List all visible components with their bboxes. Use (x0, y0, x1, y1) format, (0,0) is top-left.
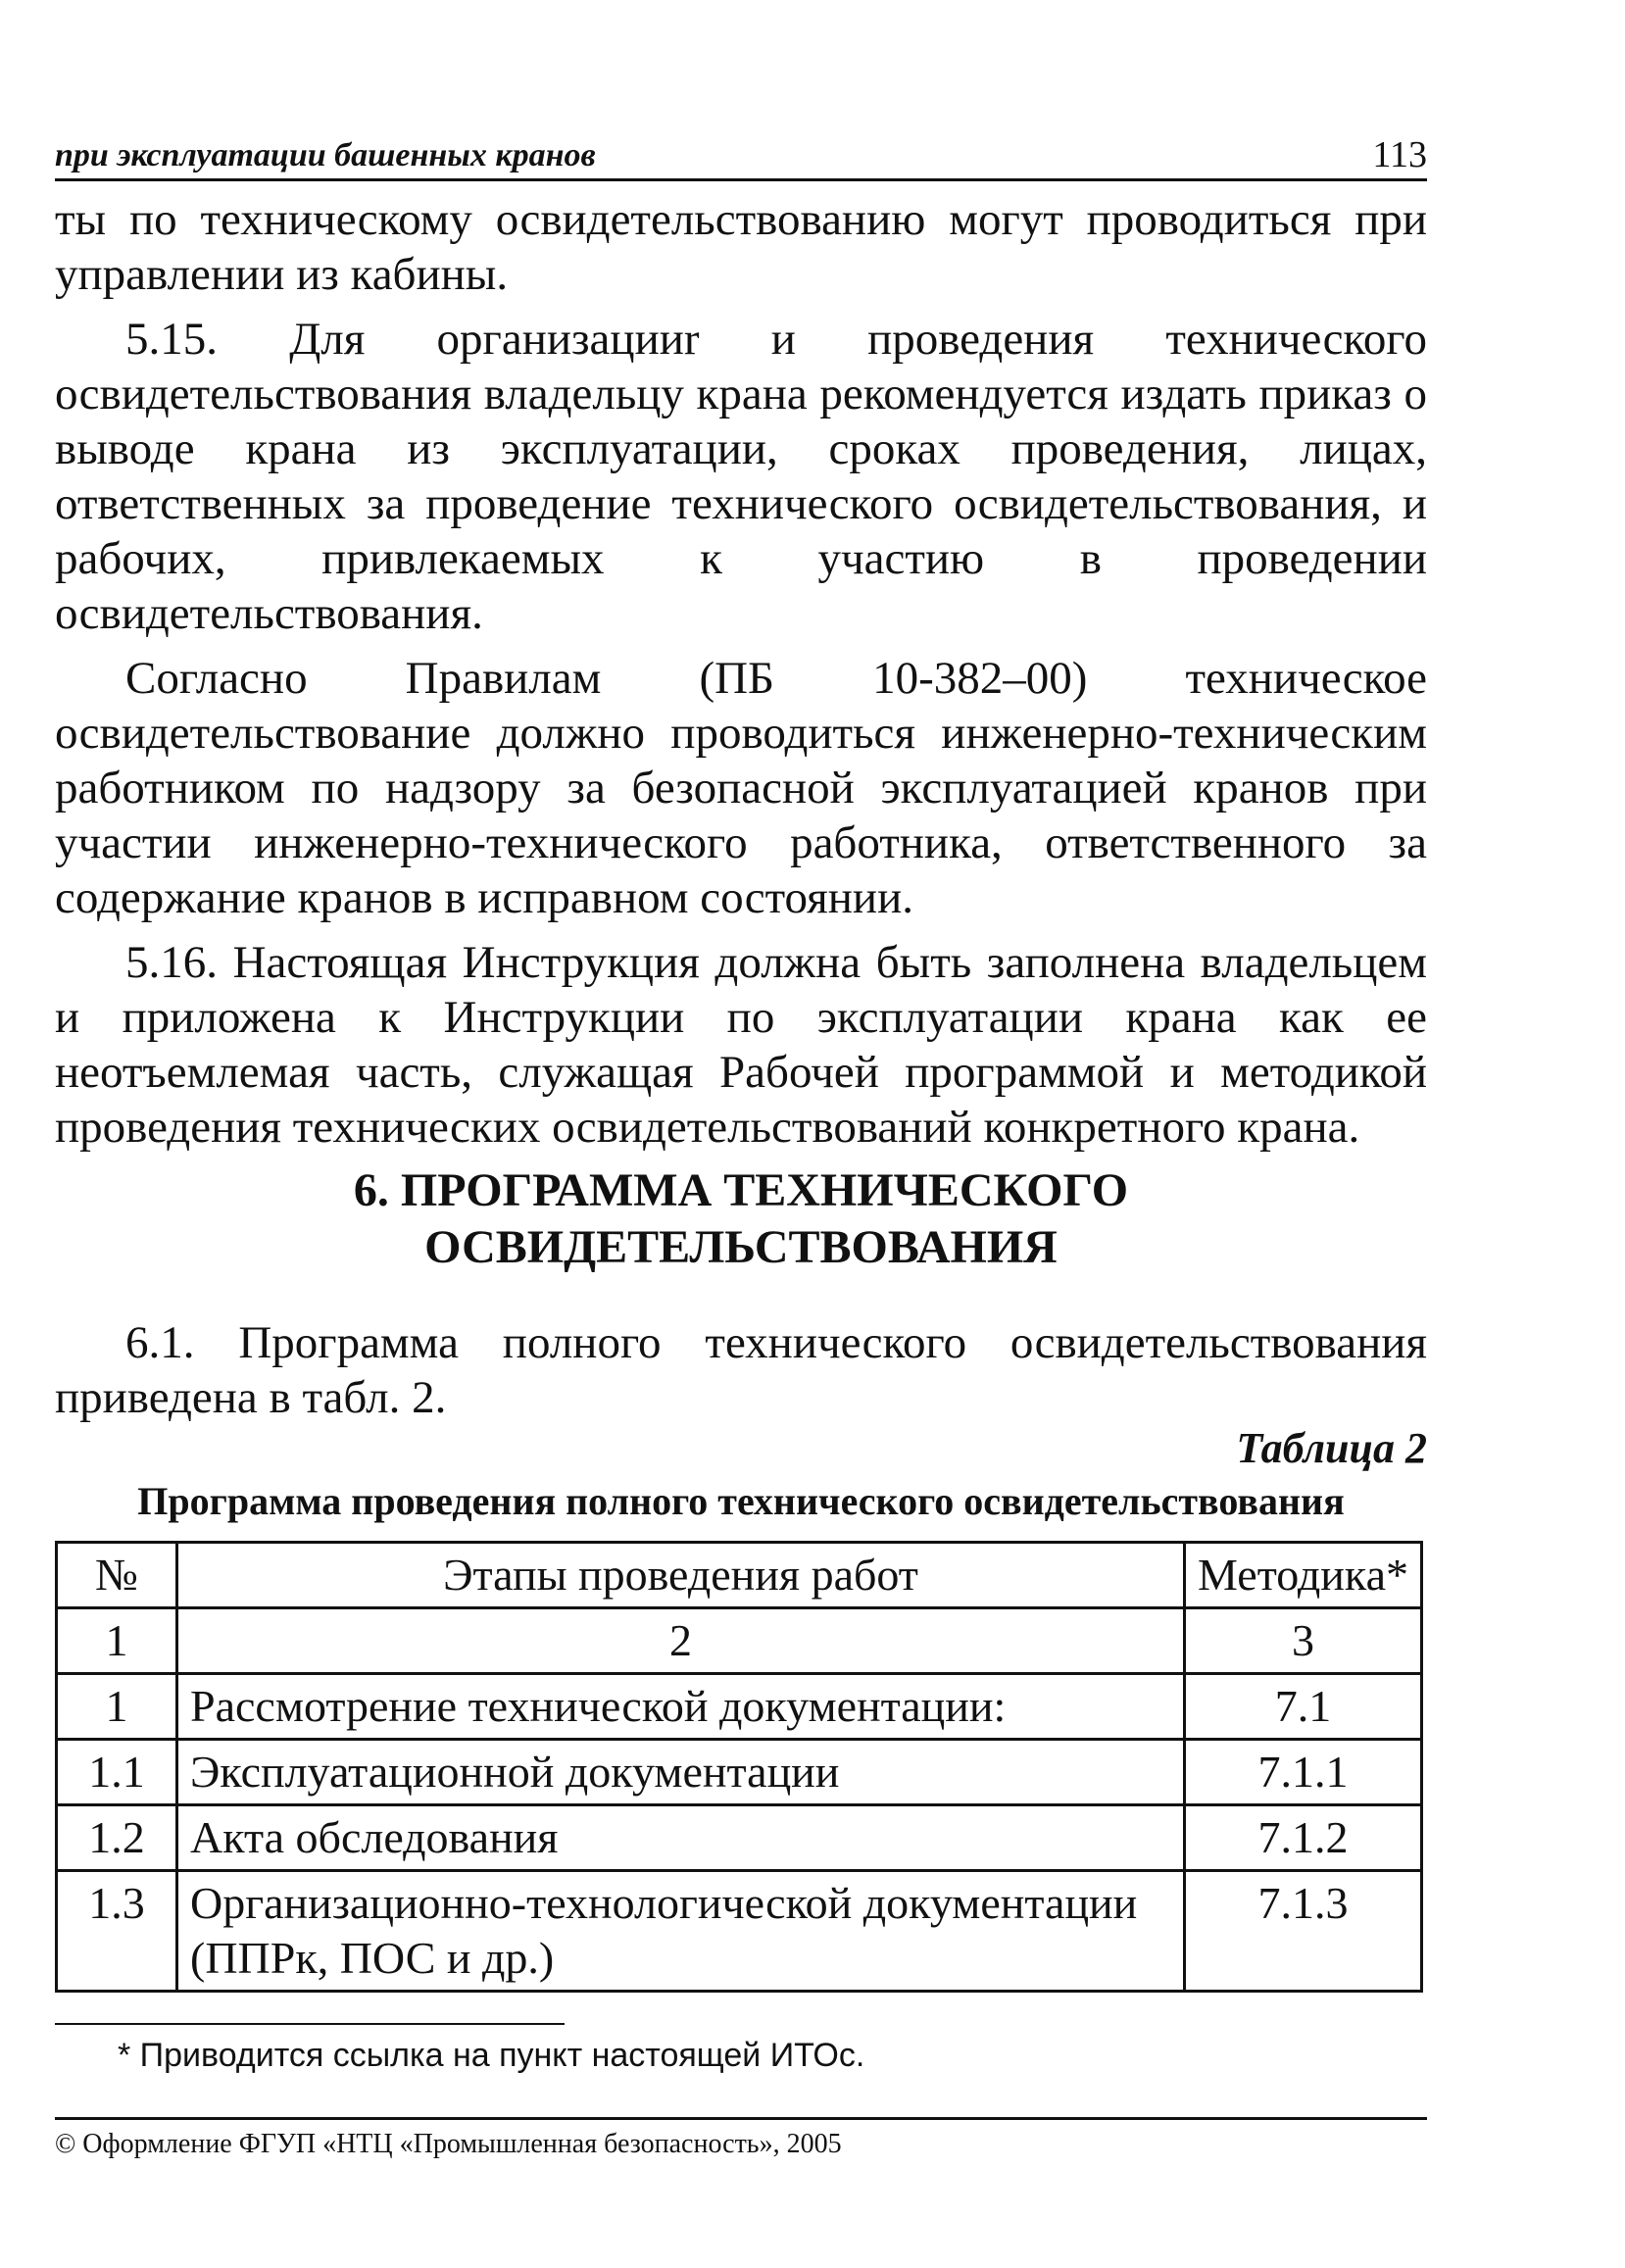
paragraph: 5.15. Для организацииr и проведения технического освидетельствования владельцу крана рекомендуется издать приказ о выводе крана из эксплуатации, сроках проведения, лицах, ответственных за проведение технического освидетельствования, и рабочих, привлекаемых к участию в проведении освидетельствования. (55, 314, 1427, 639)
section-intro: 6.1. Программа полного технического освидетельствования приведена в табл. 2. (55, 1317, 1427, 1423)
header-method (1185, 1543, 1422, 1608)
running-title: при эксплуатации башенных кранов (55, 137, 596, 173)
table-cell: 2 (177, 1608, 1185, 1674)
row-num: 1.3 (57, 1871, 177, 1992)
table-row (57, 1674, 1422, 1740)
section-heading-line: ОСВИДЕТЕЛЬСТВОВАНИЯ (424, 1221, 1058, 1273)
row-num: 1 (57, 1674, 177, 1740)
section-heading-line: 6. ПРОГРАММА ТЕХНИЧЕСКОГО (353, 1164, 1129, 1216)
paragraph: Согласно Правилам (ПБ 10-382–00) техническое освидетельствование должно проводиться инженерно-техническим работником по надзору за безопасной эксплуатацией кранов при участии инженерно-технического работника, ответственного за содержание кранов в исправном состоянии. (55, 653, 1427, 923)
table-cell: 3 (1185, 1608, 1422, 1674)
row-method: 7.1.1 (1185, 1740, 1422, 1805)
copyright-footer: © Оформление ФГУП «НТЦ «Промышленная безопасность», 2005 (55, 2129, 842, 2159)
row-stage: Эксплуатационной документации (177, 1740, 1185, 1805)
page-number: 113 (1372, 134, 1427, 175)
body-text (55, 192, 1427, 1164)
table-header-row (57, 1543, 1422, 1608)
row-num: 1.1 (57, 1740, 177, 1805)
table-label: Таблица 2 (1236, 1424, 1427, 1472)
row-stage: Акта обследования (177, 1805, 1185, 1871)
table-title: Программа проведения полного технического освидетельствования (137, 1479, 1345, 1523)
row-stage: Рассмотрение технической документации: (177, 1674, 1185, 1740)
row-method: 7.1.2 (1185, 1805, 1422, 1871)
page-header (55, 125, 1427, 181)
section-heading (55, 1162, 1427, 1276)
row-stage: Организационно-технологической документации (ППРк, ПОС и др.) (177, 1871, 1185, 1992)
header-method-text: Методика* (1198, 1550, 1408, 1600)
table-row (57, 1805, 1422, 1871)
table-row (57, 1871, 1422, 1992)
column-number-row (57, 1608, 1422, 1674)
footer-divider (55, 2117, 1427, 2120)
row-method: 7.1 (1185, 1674, 1422, 1740)
header-stage: Этапы проведения работ (177, 1543, 1185, 1608)
header-num: № (57, 1543, 177, 1608)
paragraph: 5.16. Настоящая Инструкция должна быть заполнена владельцем и приложена к Инструкции по эксплуатации крана как ее неотъемлемая часть, служащая Рабочей программой и методикой проведения технических освидетельствований конкретного крана. (55, 937, 1427, 1153)
program-table (55, 1541, 1423, 1993)
row-num: 1.2 (57, 1805, 177, 1871)
table-cell: 1 (57, 1608, 177, 1674)
row-method: 7.1.3 (1185, 1871, 1422, 1992)
paragraph: ты по техническому освидетельствованию могут проводиться при управлении из кабины. (55, 194, 1427, 300)
footnote: * Приводится ссылка на пункт настоящей ИТОс. (118, 2037, 865, 2074)
footnote-divider (55, 2023, 565, 2025)
table-row (57, 1740, 1422, 1805)
